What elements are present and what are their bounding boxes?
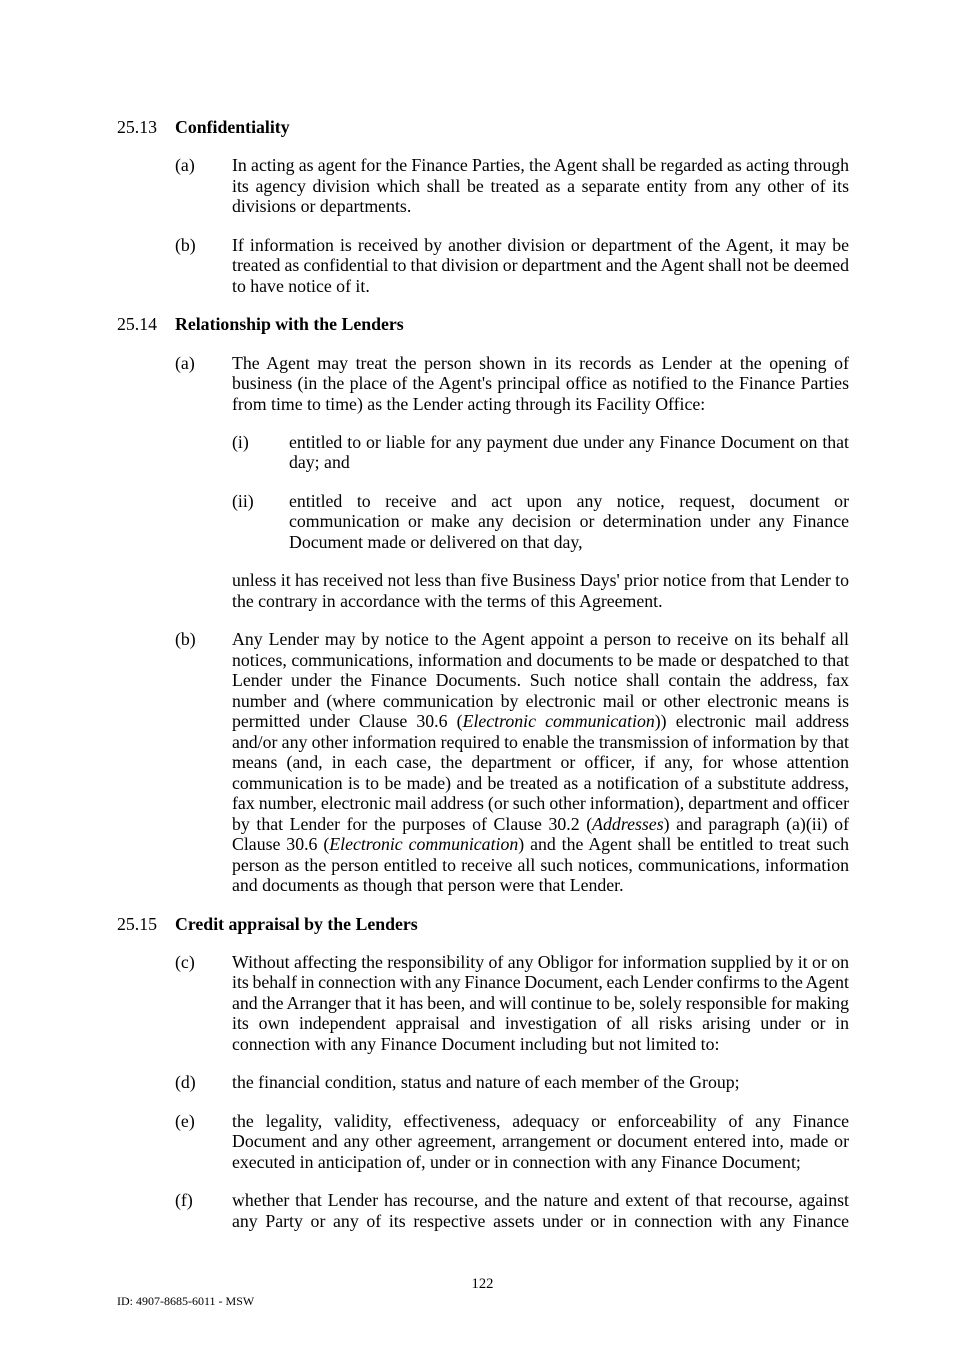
clause-paragraph	[175, 629, 849, 896]
text-line: any Party or any of its respective assets under or in connection with any Finance	[232, 1210, 849, 1231]
text-line: its own independent appraisal and investigation of all risks arising under or in	[232, 1013, 849, 1034]
clause-label: (a)	[175, 352, 195, 373]
text-line: Any Lender may by notice to the Agent appoint a person to receive on its behalf all	[232, 629, 849, 650]
text-line: Document and any other agreement, arrangement or document entered into, made or	[232, 1131, 849, 1152]
sub-clause-paragraph	[232, 431, 849, 473]
text-line: the contrary in accordance with the terms of this Agreement.	[232, 590, 663, 611]
text-line: communication is to be made) and be treated as a notification of a substitute address,	[232, 772, 849, 793]
text-segment: Clause 30.6 (	[232, 834, 330, 855]
section-heading	[0, 117, 965, 138]
clause-paragraph	[175, 234, 849, 297]
text-line: entitled to or liable for any payment due under any Finance Document on that	[289, 431, 849, 452]
section-title: Relationship with the Lenders	[175, 314, 404, 335]
text-line: to have notice of it.	[232, 275, 370, 296]
clause-paragraph	[175, 155, 849, 217]
text-line: unless it has received not less than five Business Days' prior notice from that Lender to	[232, 570, 849, 591]
text-line: day; and	[289, 452, 350, 473]
section-heading	[0, 914, 965, 935]
page-body	[0, 117, 965, 1249]
text-segment: permitted under Clause 30.6 (	[232, 711, 463, 732]
clause-label: (c)	[175, 951, 195, 972]
clause-label: (b)	[175, 629, 196, 650]
continuation-paragraph	[232, 570, 849, 611]
text-line: treated as confidential to that division or department and the Agent shall not be deemed	[232, 255, 849, 276]
text-line: person as the person entitled to receive all such notices, communications, information	[232, 854, 849, 875]
text-line: the legality, validity, effectiveness, adequacy or enforceability of any Finance	[232, 1110, 849, 1131]
text-line: communication or make any decision or determination under any Finance	[289, 511, 849, 532]
text-line: entitled to receive and act upon any notice, request, document or	[289, 490, 849, 511]
text-line: the financial condition, status and nature of each member of the Group;	[232, 1072, 740, 1093]
sub-clause-label: (ii)	[232, 490, 254, 511]
text-line: If information is received by another division or department of the Agent, it may be	[232, 234, 849, 255]
clause-label: (f)	[175, 1190, 193, 1211]
text-segment: )) electronic mail address	[654, 711, 849, 732]
text-line: divisions or departments.	[232, 196, 412, 217]
text-line: number and (where communication by electronic mail or other electronic means is	[232, 690, 849, 711]
clause-paragraph	[175, 951, 849, 1055]
italic-reference: Electronic communication	[329, 834, 519, 855]
text-segment: ) and the Agent shall be entitled to treat such	[518, 834, 849, 855]
clause-paragraph	[175, 1110, 849, 1173]
text-line: connection with any Finance Document including but not limited to:	[232, 1033, 720, 1054]
text-line: Document made or delivered on that day,	[289, 531, 583, 552]
text-line: its behalf in connection with any Finance Document, each Lender confirms to the Agent	[232, 972, 849, 993]
text-line: In acting as agent for the Finance Parties, the Agent shall be regarded as acting through	[232, 155, 849, 176]
section-number: 25.14	[117, 314, 158, 335]
clause-paragraph	[175, 352, 849, 415]
text-line: and documents as though that person were that Lender.	[232, 875, 624, 896]
italic-reference: Addresses	[592, 813, 664, 834]
clause-paragraph	[175, 1072, 849, 1093]
text-line: Without affecting the responsibility of any Obligor for information supplied by it or on	[232, 951, 849, 972]
text-line: notices, communications, information and documents to be made or despatched to that	[232, 649, 849, 670]
sub-clause-paragraph	[232, 490, 849, 553]
text-line	[232, 711, 849, 732]
page-number: 122	[471, 1276, 494, 1292]
section-number: 25.15	[117, 913, 158, 934]
clause-label: (e)	[175, 1110, 195, 1131]
section-25-15	[0, 914, 965, 1232]
text-line: business (in the place of the Agent's principal office as notified to the Finance Parties	[232, 373, 849, 394]
section-heading	[0, 314, 965, 335]
section-25-14	[0, 314, 965, 895]
italic-reference: Electronic communication	[462, 711, 655, 732]
text-line	[232, 834, 849, 855]
text-line: The Agent may treat the person shown in its records as Lender at the opening of	[232, 352, 849, 373]
section-title: Confidentiality	[175, 117, 290, 137]
text-line	[232, 814, 849, 835]
text-segment: by that Lender for the purposes of Clause 30.2 (	[232, 813, 593, 834]
clause-label: (a)	[175, 155, 195, 176]
text-line: from time to time) as the Lender acting through its Facility Office:	[232, 393, 706, 414]
section-number: 25.13	[117, 117, 158, 137]
text-line: and the Arranger that it has been, and will continue to be, solely responsible for making	[232, 992, 849, 1013]
text-line: executed in anticipation of, under or in connection with any Finance Document;	[232, 1151, 801, 1172]
sub-clause-label: (i)	[232, 431, 249, 452]
clause-paragraph	[175, 1190, 849, 1231]
document-id: ID: 4907-8685-6011 - MSW	[117, 1294, 255, 1308]
text-line: Lender under the Finance Documents. Such notice shall contain the address, fax	[232, 670, 849, 691]
section-title: Credit appraisal by the Lenders	[175, 913, 418, 934]
text-line: its agency division which shall be treated as a separate entity from any other of its	[232, 175, 849, 196]
text-line: means (and, in each case, the department or officer, if any, for whose attention	[232, 752, 849, 773]
text-line: fax number, electronic mail address (or such other information), department and officer	[232, 793, 849, 814]
clause-label: (d)	[175, 1072, 196, 1093]
text-line: whether that Lender has recourse, and the nature and extent of that recourse, against	[232, 1190, 849, 1211]
section-25-13	[0, 117, 965, 296]
clause-label: (b)	[175, 234, 196, 255]
text-segment: ) and paragraph (a)(ii) of	[663, 813, 849, 834]
text-line: and/or any other information required to enable the transmission of information by that	[232, 731, 849, 752]
